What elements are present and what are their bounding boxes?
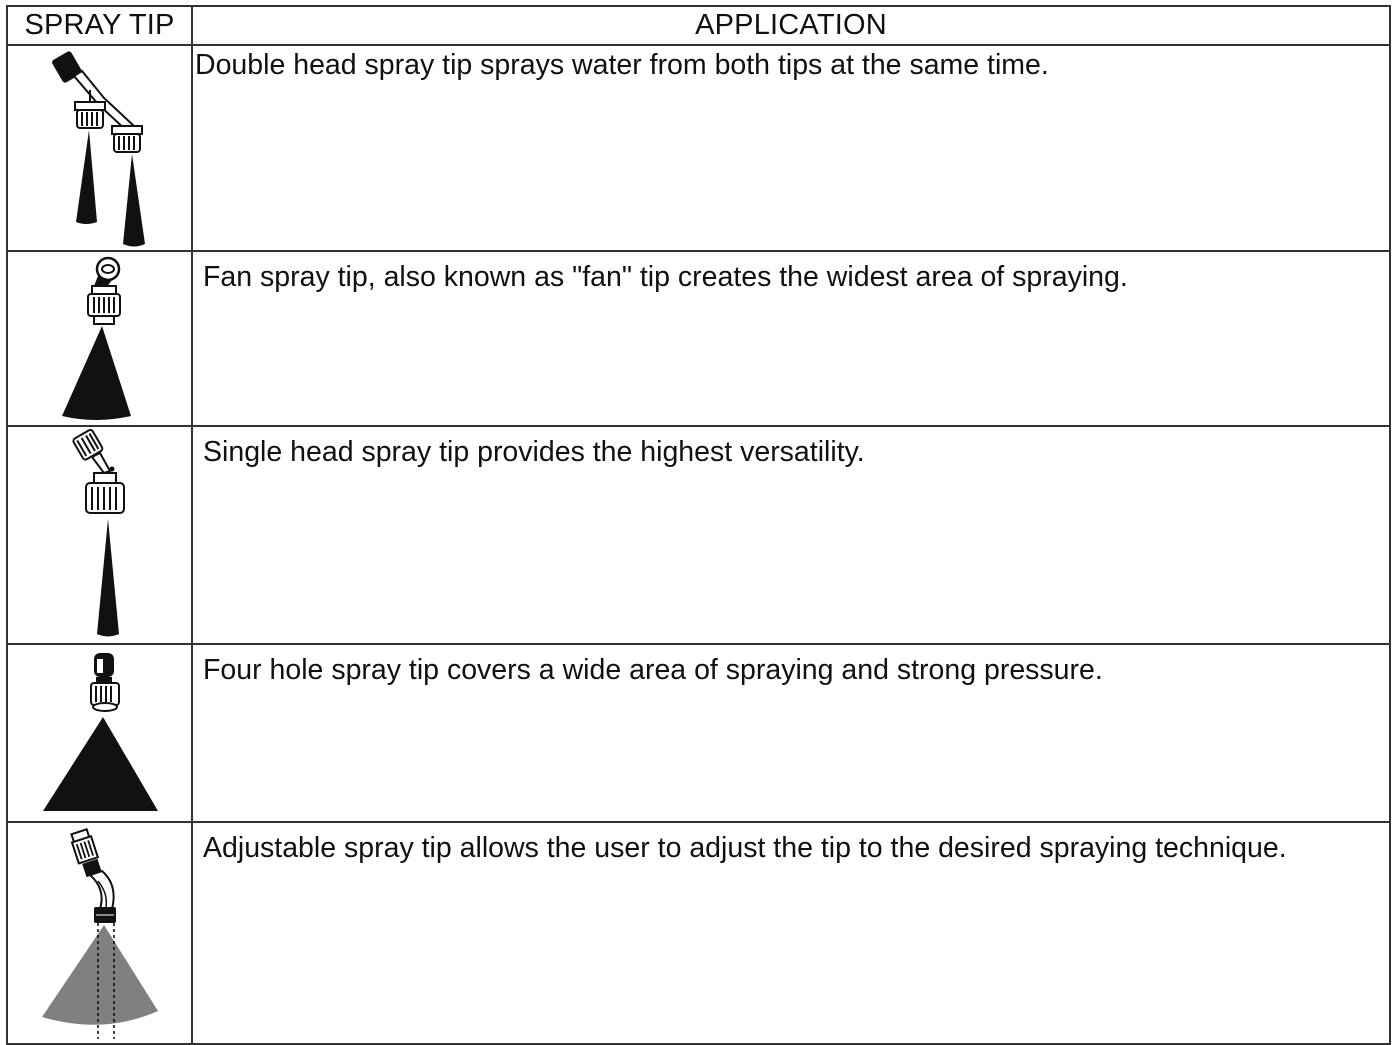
application-text: Adjustable spray tip allows the user to adjust the tip to the desired spraying technique.	[203, 832, 1287, 864]
application-cell	[192, 426, 1390, 644]
table-row	[7, 45, 1390, 251]
table-row	[7, 426, 1390, 644]
table-row	[7, 644, 1390, 822]
tip-cell	[7, 644, 192, 822]
application-cell	[192, 822, 1390, 1044]
table-header-row	[7, 6, 1390, 45]
header-application: APPLICATION	[192, 6, 1390, 45]
four-hole-spray-tip-icon	[8, 645, 193, 821]
tip-cell	[7, 251, 192, 426]
table-row	[7, 822, 1390, 1044]
application-text: Double head spray tip sprays water from both tips at the same time.	[195, 49, 1049, 81]
application-cell	[192, 644, 1390, 822]
header-spray-tip: SPRAY TIP	[7, 6, 192, 45]
double-head-spray-tip-icon	[8, 46, 193, 250]
adjustable-spray-tip-icon	[8, 823, 193, 1043]
table-row	[7, 251, 1390, 426]
tip-cell	[7, 45, 192, 251]
application-text: Fan spray tip, also known as "fan" tip creates the widest area of spraying.	[203, 261, 1128, 293]
application-text: Single head spray tip provides the highest versatility.	[203, 436, 865, 468]
tip-cell	[7, 426, 192, 644]
application-cell	[192, 45, 1390, 251]
application-cell	[192, 251, 1390, 426]
application-text: Four hole spray tip covers a wide area of spraying and strong pressure.	[203, 654, 1103, 686]
single-head-spray-tip-icon	[8, 427, 193, 643]
tip-cell	[7, 822, 192, 1044]
spray-tip-table	[6, 5, 1391, 1045]
fan-spray-tip-icon	[8, 252, 193, 425]
